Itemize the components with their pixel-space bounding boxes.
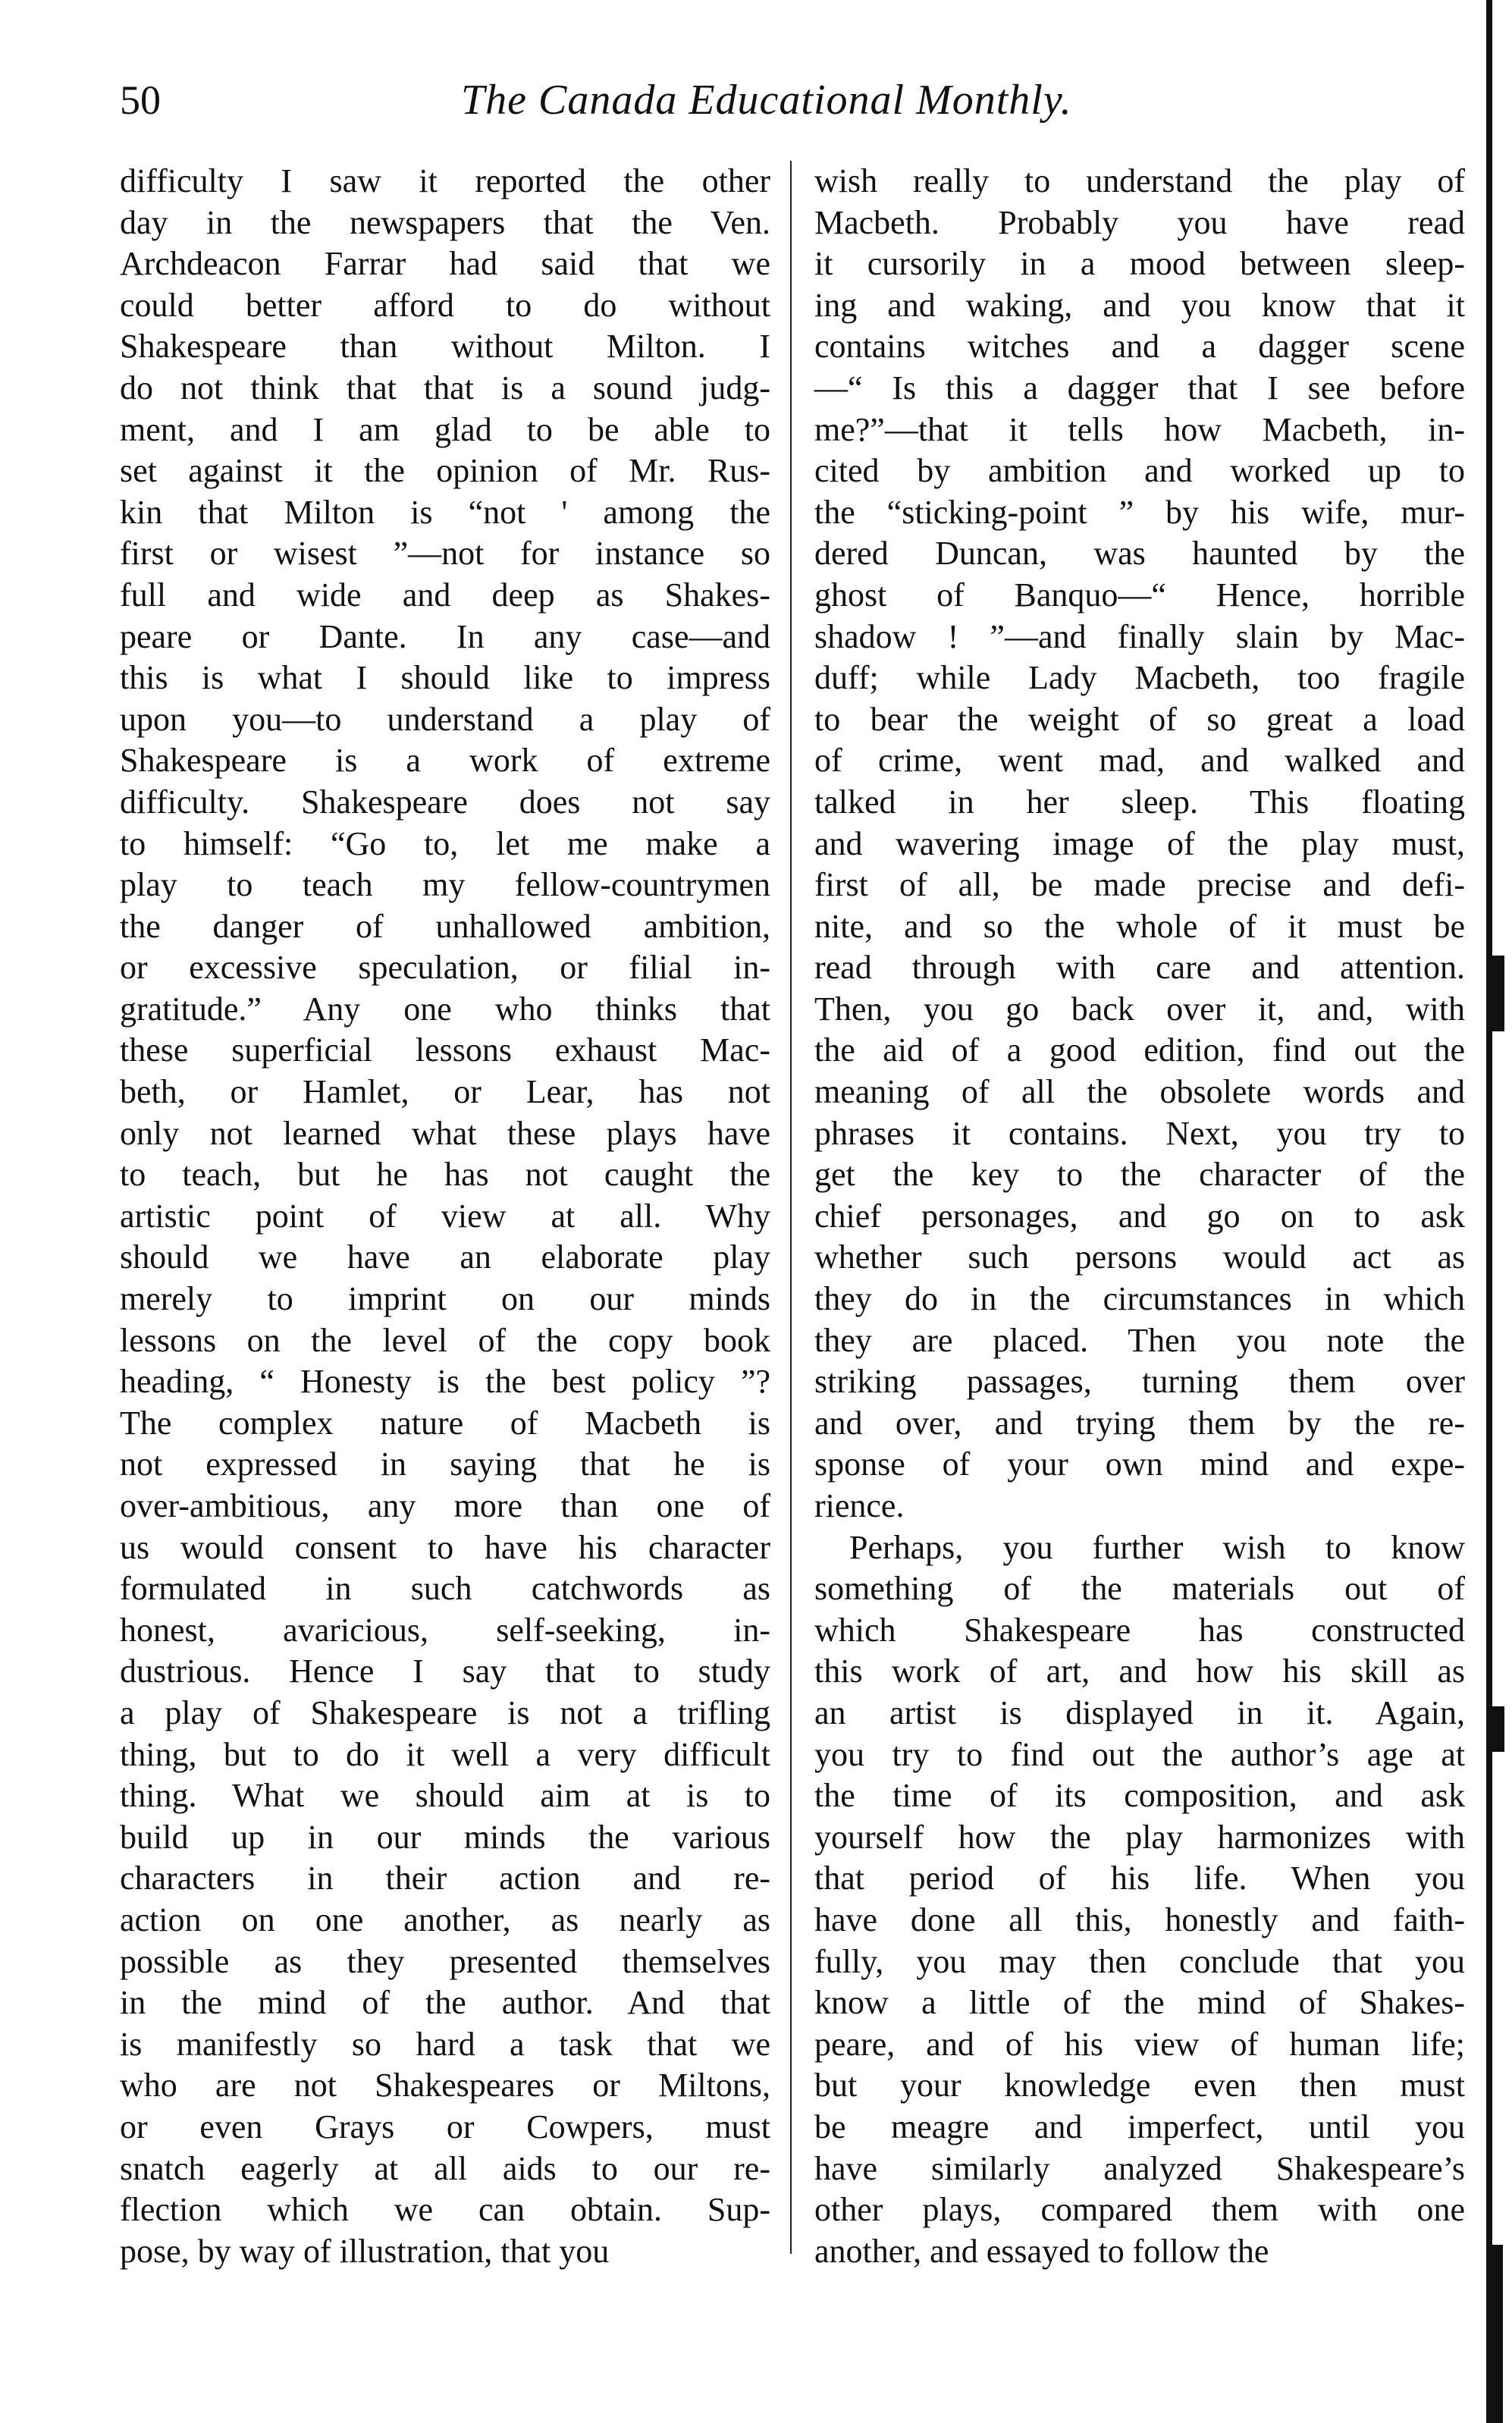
text-line: peare, and of his view of human life; <box>814 2025 1465 2063</box>
column-divider <box>790 161 792 2254</box>
text-line: only not learned what these plays have <box>120 1114 770 1152</box>
text-line: other plays, compared them with one <box>814 2191 1465 2229</box>
page-edge-border <box>1486 0 1492 2423</box>
text-line: the aid of a good edition, find out the <box>814 1031 1465 1069</box>
text-line: play to teach my fellow-countrymen <box>120 866 770 904</box>
text-line: wish really to understand the play of <box>814 162 1465 199</box>
text-line: possible as they presented themselves <box>120 1942 770 1980</box>
text-line: beth, or Hamlet, or Lear, has not <box>120 1073 770 1111</box>
text-line: sponse of your own mind and expe- <box>814 1445 1465 1483</box>
text-line: they are placed. Then you note the <box>814 1321 1465 1359</box>
text-line: it cursorily in a mood between sleep- <box>814 245 1465 283</box>
text-line: is manifestly so hard a task that we <box>120 2025 770 2063</box>
text-line: you try to find out the author’s age at <box>814 1735 1465 1773</box>
edge-mark-bottom <box>1492 2245 1503 2423</box>
text-line: know a little of the mind of Shakes- <box>814 1984 1465 2022</box>
text-line: shadow ! ”—and finally slain by Mac- <box>814 617 1465 655</box>
left-text-column <box>120 161 770 2272</box>
text-line: artistic point of view at all. Why <box>120 1197 770 1235</box>
text-line: action on one another, as nearly as <box>120 1900 770 1938</box>
edge-mark-top <box>1491 956 1504 1031</box>
text-line: or even Grays or Cowpers, must <box>120 2108 770 2145</box>
text-line: have done all this, honestly and faith- <box>814 1900 1465 1938</box>
text-line: merely to imprint on our minds <box>120 1280 770 1318</box>
text-line: the danger of unhallowed ambition, <box>120 907 770 945</box>
text-line: pose, by way of illustration, that you <box>120 2232 610 2270</box>
text-line: this work of art, and how his skill as <box>814 1652 1465 1690</box>
text-line: the “sticking-point ” by his wife, mur- <box>814 493 1465 531</box>
text-line: Then, you go back over it, and, with <box>814 990 1465 1028</box>
text-line: be meagre and imperfect, until you <box>814 2108 1465 2145</box>
text-line: talked in her sleep. This floating <box>814 783 1465 821</box>
running-title: The Canada Educational Monthly. <box>461 77 1072 124</box>
text-line: ghost of Banquo—“ Hence, horrible <box>814 576 1465 614</box>
text-line: and wavering image of the play must, <box>814 824 1465 862</box>
text-line: gratitude.” Any one who thinks that <box>120 990 770 1028</box>
text-line: something of the materials out of <box>814 1570 1465 1608</box>
text-line: ing and waking, and you know that it <box>814 286 1465 324</box>
text-line: upon you—to understand a play of <box>120 700 770 738</box>
text-line: do not think that that is a sound judg- <box>120 369 770 406</box>
text-line: Perhaps, you further wish to know <box>849 1528 1465 1566</box>
text-line: duff; while Lady Macbeth, too fragile <box>814 659 1465 697</box>
text-line: phrases it contains. Next, you try to <box>814 1114 1465 1152</box>
text-line: they do in the circumstances in which <box>814 1280 1465 1318</box>
text-line: Macbeth. Probably you have read <box>814 203 1465 241</box>
text-line: rience. <box>814 1487 905 1524</box>
text-line: first of all, be made precise and defi- <box>814 866 1465 904</box>
text-line: flection which we can obtain. Sup- <box>120 2191 770 2229</box>
text-line: a play of Shakespeare is not a trifling <box>120 1693 770 1731</box>
text-line: The complex nature of Macbeth is <box>120 1404 770 1442</box>
text-line: dered Duncan, was haunted by the <box>814 535 1465 573</box>
right-text-column <box>814 161 1465 2272</box>
text-line: this is what I should like to impress <box>120 659 770 697</box>
text-line: whether such persons would act as <box>814 1238 1465 1276</box>
edge-mark-middle <box>1491 1706 1504 1752</box>
text-line: —“ Is this a dagger that I see before <box>814 369 1465 406</box>
text-line: another, and essayed to follow the <box>814 2232 1269 2270</box>
page-header <box>120 70 1454 130</box>
text-line: to teach, but he has not caught the <box>120 1156 770 1194</box>
text-line: set against it the opinion of Mr. Rus- <box>120 452 770 490</box>
text-line: fully, you may then conclude that you <box>814 1942 1465 1980</box>
text-line: day in the newspapers that the Ven. <box>120 203 770 241</box>
text-line: of crime, went mad, and walked and <box>814 742 1465 780</box>
text-line: ment, and I am glad to be able to <box>120 410 770 448</box>
text-line: the time of its composition, and ask <box>814 1777 1465 1815</box>
text-line: thing. What we should aim at is to <box>120 1777 770 1815</box>
text-line: nite, and so the whole of it must be <box>814 907 1465 945</box>
text-line: yourself how the play harmonizes with <box>814 1818 1465 1856</box>
text-line: over-ambitious, any more than one of <box>120 1487 770 1524</box>
text-line: to himself: “Go to, let me make a <box>120 824 770 862</box>
text-line: contains witches and a dagger scene <box>814 328 1465 366</box>
text-line: should we have an elaborate play <box>120 1238 770 1276</box>
text-line: who are not Shakespeares or Miltons, <box>120 2067 770 2104</box>
text-line: an artist is displayed in it. Again, <box>814 1693 1465 1731</box>
text-line: that period of his life. When you <box>814 1860 1465 1897</box>
text-line: thing, but to do it well a very difficult <box>120 1735 770 1773</box>
text-line: dustrious. Hence I say that to study <box>120 1652 770 1690</box>
text-line: build up in our minds the various <box>120 1818 770 1856</box>
text-line: characters in their action and re- <box>120 1860 770 1897</box>
text-line: meaning of all the obsolete words and <box>814 1073 1465 1111</box>
text-line: difficulty. Shakespeare does not say <box>120 783 770 821</box>
text-line: Archdeacon Farrar had said that we <box>120 245 770 283</box>
text-line: in the mind of the author. And that <box>120 1984 770 2022</box>
text-line: striking passages, turning them over <box>814 1363 1465 1401</box>
text-line: full and wide and deep as Shakes- <box>120 576 770 614</box>
text-line: to bear the weight of so great a load <box>814 700 1465 738</box>
page-number: 50 <box>120 77 161 123</box>
text-line: first or wisest ”—not for instance so <box>120 535 770 573</box>
text-line: difficulty I saw it reported the other <box>120 162 770 199</box>
text-line: chief personages, and go on to ask <box>814 1197 1465 1235</box>
text-line: us would consent to have his character <box>120 1528 770 1566</box>
text-line: lessons on the level of the copy book <box>120 1321 770 1359</box>
text-line: heading, “ Honesty is the best policy ”? <box>120 1363 770 1401</box>
text-line: or excessive speculation, or filial in- <box>120 949 770 987</box>
text-line: peare or Dante. In any case—and <box>120 617 770 655</box>
text-line: have similarly analyzed Shakespeare’s <box>814 2149 1465 2187</box>
text-line: Shakespeare than without Milton. I <box>120 328 770 366</box>
text-line: honest, avaricious, self-seeking, in- <box>120 1611 770 1649</box>
text-line: snatch eagerly at all aids to our re- <box>120 2149 770 2187</box>
text-line: but your knowledge even then must <box>814 2067 1465 2104</box>
text-line: cited by ambition and worked up to <box>814 452 1465 490</box>
text-line: read through with care and attention. <box>814 949 1465 987</box>
text-line: Shakespeare is a work of extreme <box>120 742 770 780</box>
text-line: these superficial lessons exhaust Mac- <box>120 1031 770 1069</box>
text-line: which Shakespeare has constructed <box>814 1611 1465 1649</box>
text-line: and over, and trying them by the re- <box>814 1404 1465 1442</box>
text-line: get the key to the character of the <box>814 1156 1465 1194</box>
text-line: kin that Milton is “not ' among the <box>120 493 770 531</box>
text-line: could better afford to do without <box>120 286 770 324</box>
text-line: formulated in such catchwords as <box>120 1570 770 1608</box>
text-line: not expressed in saying that he is <box>120 1445 770 1483</box>
text-line: me?”—that it tells how Macbeth, in- <box>814 410 1465 448</box>
